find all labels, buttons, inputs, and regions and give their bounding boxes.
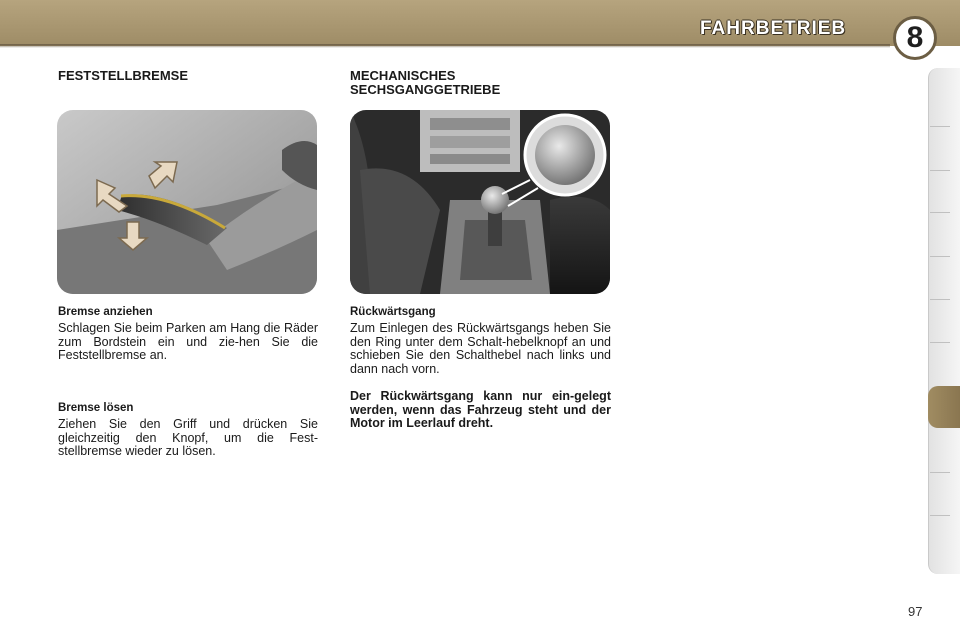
reverse-gear-title: Rückwärtsgang — [350, 306, 436, 318]
tab-divider — [930, 342, 950, 343]
gearbox-heading-line1: MECHANISCHES — [350, 68, 456, 83]
tab-divider — [930, 256, 950, 257]
tab-divider — [930, 472, 950, 473]
parking-brake-photo — [57, 110, 317, 294]
tab-divider — [930, 515, 950, 516]
tab-divider — [930, 170, 950, 171]
release-brake-text: Ziehen Sie den Griff und drücken Sie gleichzeitig den Knopf, um die Fest-stellbremse wieder zu lösen. — [58, 417, 318, 458]
apply-brake-text: Schlagen Sie beim Parken am Hang die Räder zum Bordstein ein und zie-hen Sie die Feststellbremse an. — [58, 321, 318, 362]
tab-divider — [930, 299, 950, 300]
reverse-gear-text: Zum Einlegen des Rückwärtsgangs heben Sie den Ring unter dem Schalt-hebelknopf an und schieben Sie den Schalthebel nach links und dann nach vorn. — [350, 321, 611, 376]
chapter-tab-strip — [928, 68, 960, 574]
release-brake-title: Bremse lösen — [58, 402, 134, 414]
gearbox-heading-line2: SECHSGANGGETRIEBE — [350, 82, 501, 97]
tab-divider — [930, 126, 950, 127]
page-number: 97 — [908, 604, 923, 619]
chapter-badge — [893, 16, 937, 60]
chapter-tab-active[interactable] — [928, 386, 960, 428]
apply-brake-title: Bremse anziehen — [58, 306, 153, 318]
chapter-number: 8 — [906, 21, 924, 54]
gear-shift-photo — [350, 110, 610, 294]
tab-divider — [930, 212, 950, 213]
header-shadow — [0, 44, 890, 48]
chapter-title: FAHRBETRIEB — [700, 18, 847, 39]
reverse-gear-warning: Der Rückwärtsgang kann nur ein-gelegt werden, wenn das Fahrzeug steht und der Motor im Leerlauf dreht. — [350, 389, 611, 430]
parking-brake-heading: FESTSTELLBREMSE — [58, 68, 189, 83]
